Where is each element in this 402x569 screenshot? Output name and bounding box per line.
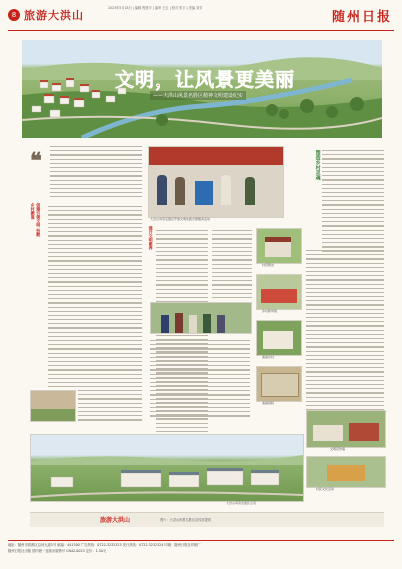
section-logo: 旅游大洪山 [24,9,84,22]
lead-text [50,146,142,200]
body-text-col3 [212,230,252,301]
headline: 文明，让风景更美丽 [115,69,296,91]
strip-credit: 图片：大洪山风景名胜区宣传部提供 [160,518,211,522]
caption-volunteers: 大洪山风景名胜区开展文明实践志愿服务活动 [150,217,211,221]
footer-line-2: 随州日报社出版 国内统一连续出版物号 CN42-0023 定价：1.50元 [8,548,107,553]
body-text-right-top [322,150,384,255]
footer-line-1: 地址：随州市曾都区沿河大道1号 邮编：441300 广告热线：0722-3232323 发行热线：0722-3232324 印刷：随州日报社印刷厂 [8,543,201,547]
caption-stack-3: 美丽乡村 [262,355,275,359]
header-rule [8,30,394,31]
caption-panorama: 大洪山风景名胜区全景 [226,501,257,505]
section-marker-mid: 提升文明素养 [148,226,154,250]
caption-right-2: 村民文化活动 [316,487,335,491]
footer-rule [8,540,394,541]
subheadline: ——大洪山风景名胜区精神文明建设纪实 [150,91,246,100]
photo-stack-4 [256,366,302,402]
body-text-col1-end [78,390,142,424]
caption-stack-2: 乡村新风貌 [262,309,278,313]
photo-stack-3 [256,320,302,356]
paper-name: 随州日报 [331,10,392,25]
section-marker-right: 塑造乡村灵魂 [314,150,321,180]
body-text-col2b [150,340,250,420]
photo-volunteers [148,146,284,218]
photo-right-1 [306,410,386,448]
caption-stack-1: 村容整洁 [262,263,275,267]
body-text-col1 [48,206,142,390]
caption-stack-4: 美丽庭院 [262,401,275,405]
photo-group [150,302,252,334]
page-number: 8 [8,9,20,21]
strip-logo: 旅游大洪山 [100,517,131,524]
footer [8,543,394,554]
photo-stack-2 [256,274,302,310]
panorama-illustration [31,435,303,501]
caption-right-1: 文明宣传墙 [330,447,346,451]
photo-left-small [30,390,76,422]
body-text-right [306,250,384,418]
photo-stack-1 [256,228,302,264]
photo-panorama [30,434,304,502]
bottom-strip [30,512,384,527]
quote-mark: ❝ [30,148,42,174]
dateline: 2023年5月18日 | 编辑 程建平 | 编审 王红 | 校对 张宇 | 美编 刘芳 [108,6,203,10]
photo-right-2 [306,456,386,488]
section-marker-left: 创建引领文明 扮靓乡村颜值 [30,203,42,237]
